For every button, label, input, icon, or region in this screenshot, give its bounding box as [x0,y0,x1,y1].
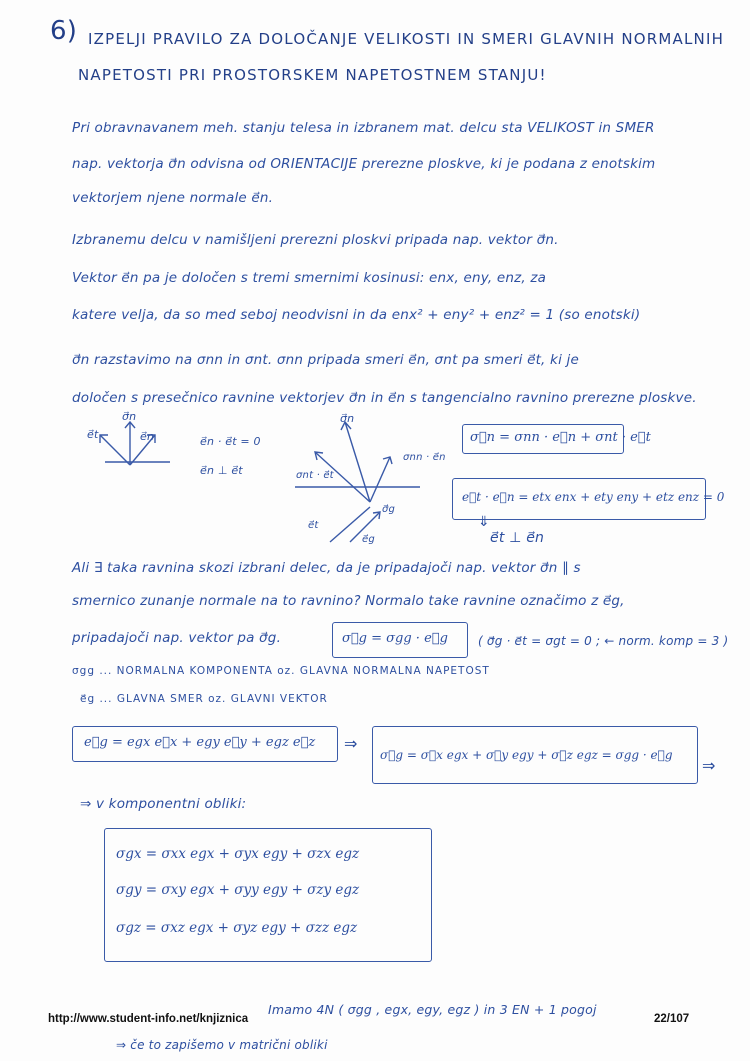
component-equation-z: σgz = σxz egx + σyz egy + σzz egz [116,920,358,936]
question-number: 6) [50,16,78,46]
paragraph-1-line-1: Pri obravnavanem meh. stanju telesa in izbranem mat. delcu sta VELIKOST in SMER [72,120,655,136]
paragraph-2-line-2: Vektor e⃗n pa je določen s tremi smernimi kosinusi: enx, eny, enz, za [72,270,547,286]
label-eg-mid: e⃗g [362,534,375,545]
label-en-left: e⃗n [140,430,155,443]
paragraph-1-line-2: nap. vektorja σ⃗n odvisna od ORIENTACIJE prerezne ploskve, ki je podana z enotskim [72,156,656,172]
formula-sigma-g: σ⃗g = σ⃗x egx + σ⃗y egy + σ⃗z egz = σgg · e⃗g [380,748,673,762]
perpendicular-result: e⃗t ⊥ e⃗n [490,530,545,546]
down-arrow: ⇓ [478,514,490,530]
page-number: 22/107 [654,1013,690,1025]
heading-line-1: IZPELJI PRAVILO ZA DOLOČANJE VELIKOSTI IN SMERI GLAVNIH NORMALNIH [88,30,725,48]
component-equation-x: σgx = σxx egx + σyx egy + σzx egz [116,846,360,862]
label-sigma-g-mid: σ⃗g [382,504,396,515]
paragraph-2-line-3: katere velja, da so med seboj neodvisni in da enx² + eny² + enz² = 1 (so enotski) [72,307,641,323]
paragraph-3-line-2: določen s presečnico ravnine vektorjev σ⃗n in e⃗n s tangencialno ravnino prerezne ploskve. [72,390,697,406]
paragraph-1-line-3: vektorjem njene normale e⃗n. [72,190,274,206]
matrix-form-line: ⇒ če to zapišemo v matrični obliki [116,1038,328,1052]
unknowns-equations-line: Imamo 4N ( σgg , egx, egy, egz ) in 3 EN + 1 pogoj [268,1002,597,1017]
label-sigma-n-left: σ⃗n [122,410,137,423]
label-snt-et: σnt · e⃗t [296,470,334,481]
paragraph-2-line-1: Izbranemu delcu v namišljeni prerezni ploskvi pripada nap. vektor σ⃗n. [72,232,559,248]
label-sigma-n-mid: σ⃗n [340,412,355,425]
orthogonality-perp: e⃗n ⊥ e⃗t [200,464,243,477]
formula-decomposition: σ⃗n = σnn · e⃗n + σnt · e⃗t [470,430,651,445]
paragraph-4-line-1: Ali ∃ taka ravnina skozi izbrani delec, da je pripadajoči nap. vektor σ⃗n ∥ s [72,560,581,576]
formula-eg: e⃗g = egx e⃗x + egy e⃗y + egz e⃗z [84,735,316,750]
footer-url[interactable]: http://www.student-info.net/knjiznica [48,1013,249,1025]
implies-arrow-1: ⇒ [344,734,358,753]
formula-principal: σ⃗g = σgg · e⃗g [342,631,448,646]
implies-arrow-2: ⇒ [702,756,716,775]
sketch-middle-vectors [295,412,425,552]
definition-sigma-gg: σgg ... NORMALNA KOMPONENTA oz. GLAVNA NORMALNA NAPETOST [72,665,490,677]
component-intro: ⇒ v komponentni obliki: [80,796,247,812]
label-et-mid: e⃗t [308,520,319,531]
label-et-left: e⃗t [87,428,99,441]
paragraph-4-line-2: smernico zunanje normale na to ravnino? Normalo take ravnine označimo z e⃗g, [72,593,625,609]
definition-eg: e⃗g ... GLAVNA SMER oz. GLAVNI VEKTOR [80,693,328,705]
heading-line-2: NAPETOSTI PRI PROSTORSKEM NAPETOSTNEM STANJU! [78,66,547,84]
paragraph-4-line-3: pripadajoči nap. vektor pa σ⃗g. [72,630,282,646]
orthogonality-dot: e⃗n · e⃗t = 0 [200,435,261,448]
side-note: ( σ⃗g · e⃗t = σgt = 0 ; ← norm. komp = 3 ) [478,634,729,648]
paragraph-3-line-1: σ⃗n razstavimo na σnn in σnt. σnn pripada smeri e⃗n, σnt pa smeri e⃗t, ki je [72,352,579,368]
label-snn-en: σnn · e⃗n [403,452,446,463]
formula-orthogonality: e⃗t · e⃗n = etx enx + ety eny + etz enz = 0 [462,490,725,504]
component-equation-y: σgy = σxy egx + σyy egy + σzy egz [116,882,360,898]
